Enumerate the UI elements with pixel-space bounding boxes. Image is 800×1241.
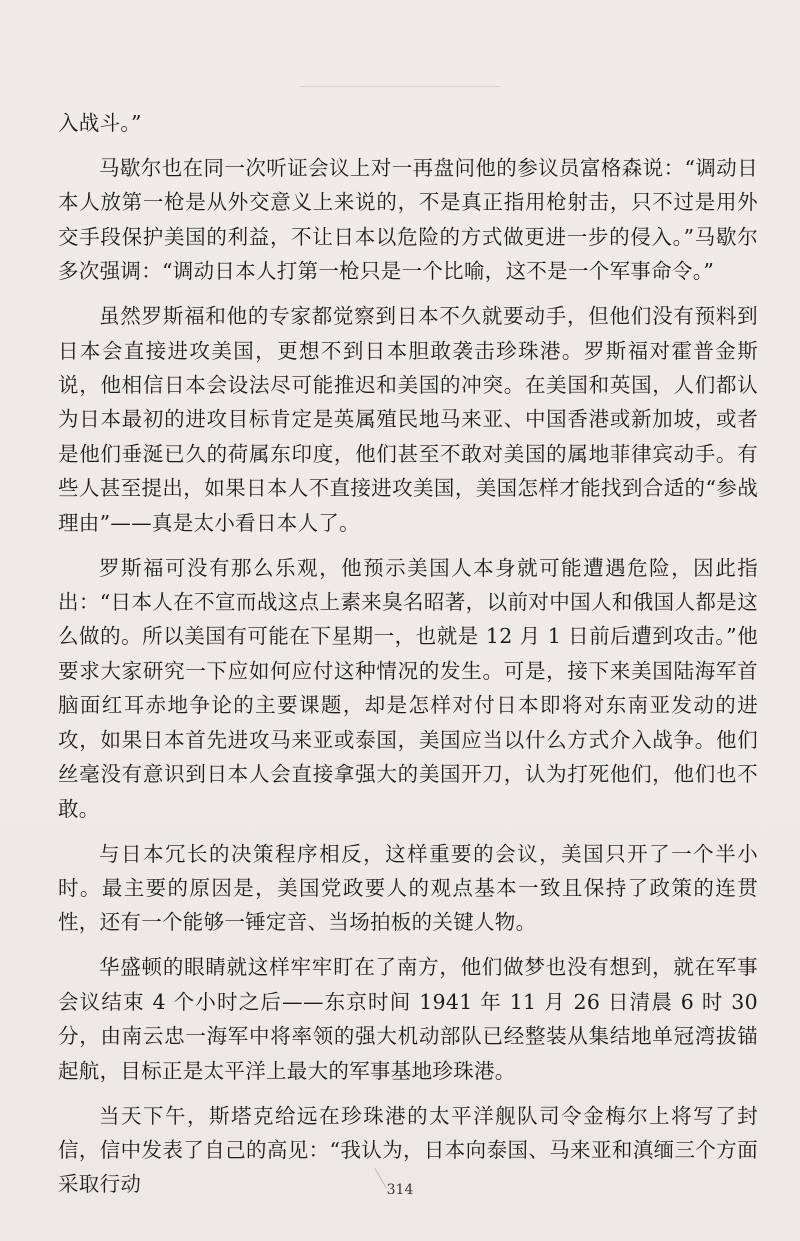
body-text bbox=[58, 106, 758, 1202]
paragraph: 华盛顿的眼睛就这样牢牢盯在了南方，他们做梦也没有想到，就在军事会议结束 4 个小时之后——东京时间 1941 年 11 月 26 日清晨 6 时 30 分，由南云忠一海军中将率领的强大机动部队已经整装从集结地单冠湾拔锚起航，目标正是太平洋上最大的军事基地珍珠港。 bbox=[58, 955, 758, 1083]
paragraph: 罗斯福可没有那么乐观，他预示美国人本身就可能遭遇危险，因此指出：“日本人在不宣而战这点上素来臭名昭著，以前对中国人和俄国人都是这么做的。所以美国有可能在下星期一，也就是 12 月 1 日前后遭到攻击。”他要求大家研究一下应如何应付这种情况的发生。可是，接下来美国陆海军首脑面红耳赤地争论的主要课题，却是怎样对付日本即将对东南亚发动的进攻，如果日本首先进攻马来亚或泰国，美国应当以什么方式介入战争。他们丝毫没有意识到日本人会直接拿强大的美国开刀，认为打死他们，他们也不敢。 bbox=[58, 555, 758, 821]
paragraph: 与日本冗长的决策程序相反，这样重要的会议，美国只开了一个半小时。最主要的原因是，美国党政要人的观点基本一致且保持了政策的连贯性，还有一个能够一锤定音、当场拍板的关键人物。 bbox=[58, 841, 758, 935]
paragraph-continuation: 入战斗。” bbox=[58, 111, 142, 135]
paragraph: 当天下午，斯塔克给远在珍珠港的太平洋舰队司令金梅尔上将写了封信，信中发表了自己的高见：“我认为，日本向泰国、马来亚和滇缅三个方面采取行动 bbox=[58, 1103, 758, 1197]
paragraph: 虽然罗斯福和他的专家都觉察到日本不久就要动手，但他们没有预料到日本会直接进攻美国，更想不到日本胆敢袭击珍珠港。罗斯福对霍普金斯说，他相信日本会设法尽可能推迟和美国的冲突。在美国和英国，人们都认为日本最初的进攻目标肯定是英属殖民地马来亚、中国香港或新加坡，或者是他们垂涎已久的荷属东印度，他们甚至不敢对美国的属地菲律宾动手。有些人甚至提出，如果日本人不直接进攻美国，美国怎样才能找到合适的“参战理由”——真是太小看日本人了。 bbox=[58, 304, 758, 535]
header-rule bbox=[300, 86, 500, 87]
paragraph: 马歇尔也在同一次听证会议上对一再盘问他的参议员富格森说：“调动日本人放第一枪是从外交意义上来说的，不是真正指用枪射击，只不过是用外交手段保护美国的利益，不让日本以危险的方式做更进一步的侵入。”马歇尔多次强调：“调动日本人打第一枪只是一个比喻，这不是一个军事命令。” bbox=[58, 156, 758, 284]
page-number: 314 bbox=[386, 1182, 414, 1198]
